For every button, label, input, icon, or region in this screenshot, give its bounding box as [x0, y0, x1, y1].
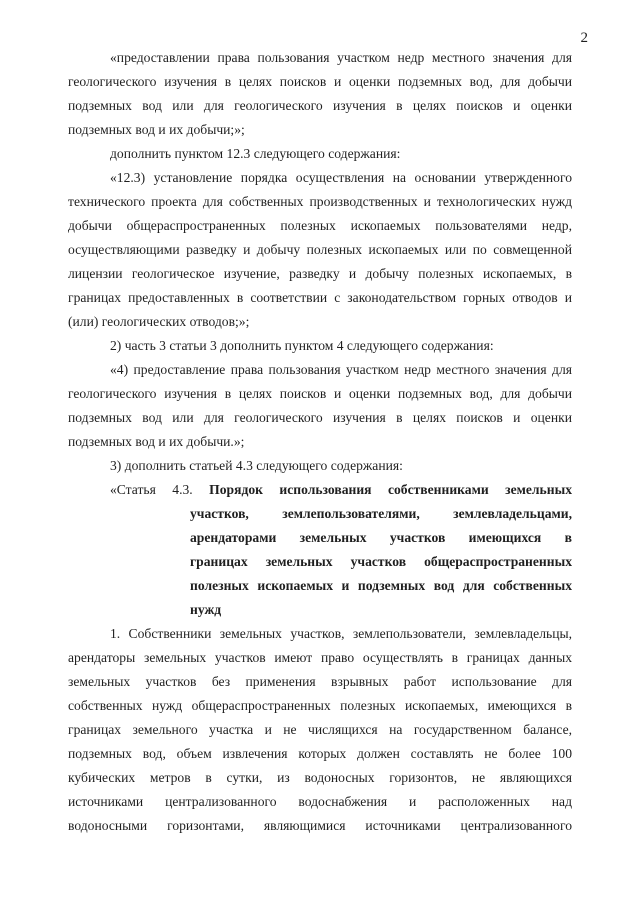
article-number-leader: «Статья 4.3. [110, 482, 193, 497]
text-line: полезных ископаемых и подземных вод для собственных [190, 578, 572, 593]
paragraph [68, 334, 572, 358]
text-line: лицензии геологическое изучение, разведку и добычу полезных ископаемых, в [68, 266, 572, 281]
paragraph [68, 166, 572, 334]
text-line: нужд [190, 602, 222, 617]
text-line: подземных вод и их добычи.»; [68, 434, 245, 449]
text-line [68, 478, 572, 502]
text-line: границах предоставленных в соответствии с законодательством горных отводов и [68, 290, 572, 305]
paragraph [68, 46, 572, 142]
text-line: подземных вод и их добычи;»; [68, 122, 245, 137]
text-line: подземных вод или для геологического изучения в целях поисков и оценки [68, 98, 572, 113]
document-text-block [68, 46, 572, 838]
text-line: участков, землепользователями, землевладельцами, [190, 506, 572, 521]
text-line: границах земельного участка и не числящихся на государственном балансе, [68, 722, 572, 737]
paragraph [68, 454, 572, 478]
paragraph [68, 142, 572, 166]
text-line: «12.3) установление порядка осуществления на основании утвержденного [110, 170, 572, 185]
text-line: 2) часть 3 статьи 3 дополнить пунктом 4 следующего содержания: [110, 338, 494, 353]
text-line: источниками централизованного водоснабжения и расположенных над [68, 794, 572, 809]
text-line: подземных вод, объем извлечения которых должен составлять не более 100 [68, 746, 572, 761]
text-line: 3) дополнить статьей 4.3 следующего содержания: [110, 458, 403, 473]
text-line: «4) предоставление права пользования участком недр местного значения для [110, 362, 572, 377]
paragraph [68, 622, 572, 838]
page-number: 2 [580, 30, 588, 46]
heading-bold-text: Порядок использования собственниками земельных [209, 482, 572, 497]
text-line: собственных нужд общераспространенных полезных ископаемых, имеющихся в [68, 698, 572, 713]
text-line: «предоставлении права пользования участком недр местного значения для [110, 50, 572, 65]
text-line: 1. Собственники земельных участков, землепользователи, землевладельцы, [110, 626, 572, 641]
text-line: дополнить пунктом 12.3 следующего содержания: [110, 146, 401, 161]
text-line: технического проекта для собственных производственных и технологических нужд [68, 194, 572, 209]
text-line: подземных вод или для геологического изучения в целях поисков и оценки [68, 410, 572, 425]
text-line: водоносными горизонтами, являющимися источниками централизованного [68, 818, 572, 833]
text-line: кубических метров в сутки, из водоносных горизонтов, не являющихся [68, 770, 572, 785]
text-line: геологического изучения в целях поисков и оценки подземных вод, для добычи [68, 74, 572, 89]
text-line: арендаторы земельных участков имеют право осуществлять в границах данных [68, 650, 572, 665]
text-line: осуществляющими разведку и добычу полезных ископаемых или по совмещенной [68, 242, 572, 257]
text-line: добычи общераспространенных полезных ископаемых пользователями недр, [68, 218, 572, 233]
article-heading [68, 478, 572, 622]
text-line: арендаторами земельных участков имеющихся в [190, 530, 572, 545]
text-line: границах земельных участков общераспространенных [190, 554, 572, 569]
text-line: земельных участков без применения взрывных работ использование для [68, 674, 572, 689]
text-line: геологического изучения в целях поисков и оценки подземных вод, для добычи [68, 386, 572, 401]
text-line: (или) геологических отводов;»; [68, 314, 250, 329]
paragraph [68, 358, 572, 454]
